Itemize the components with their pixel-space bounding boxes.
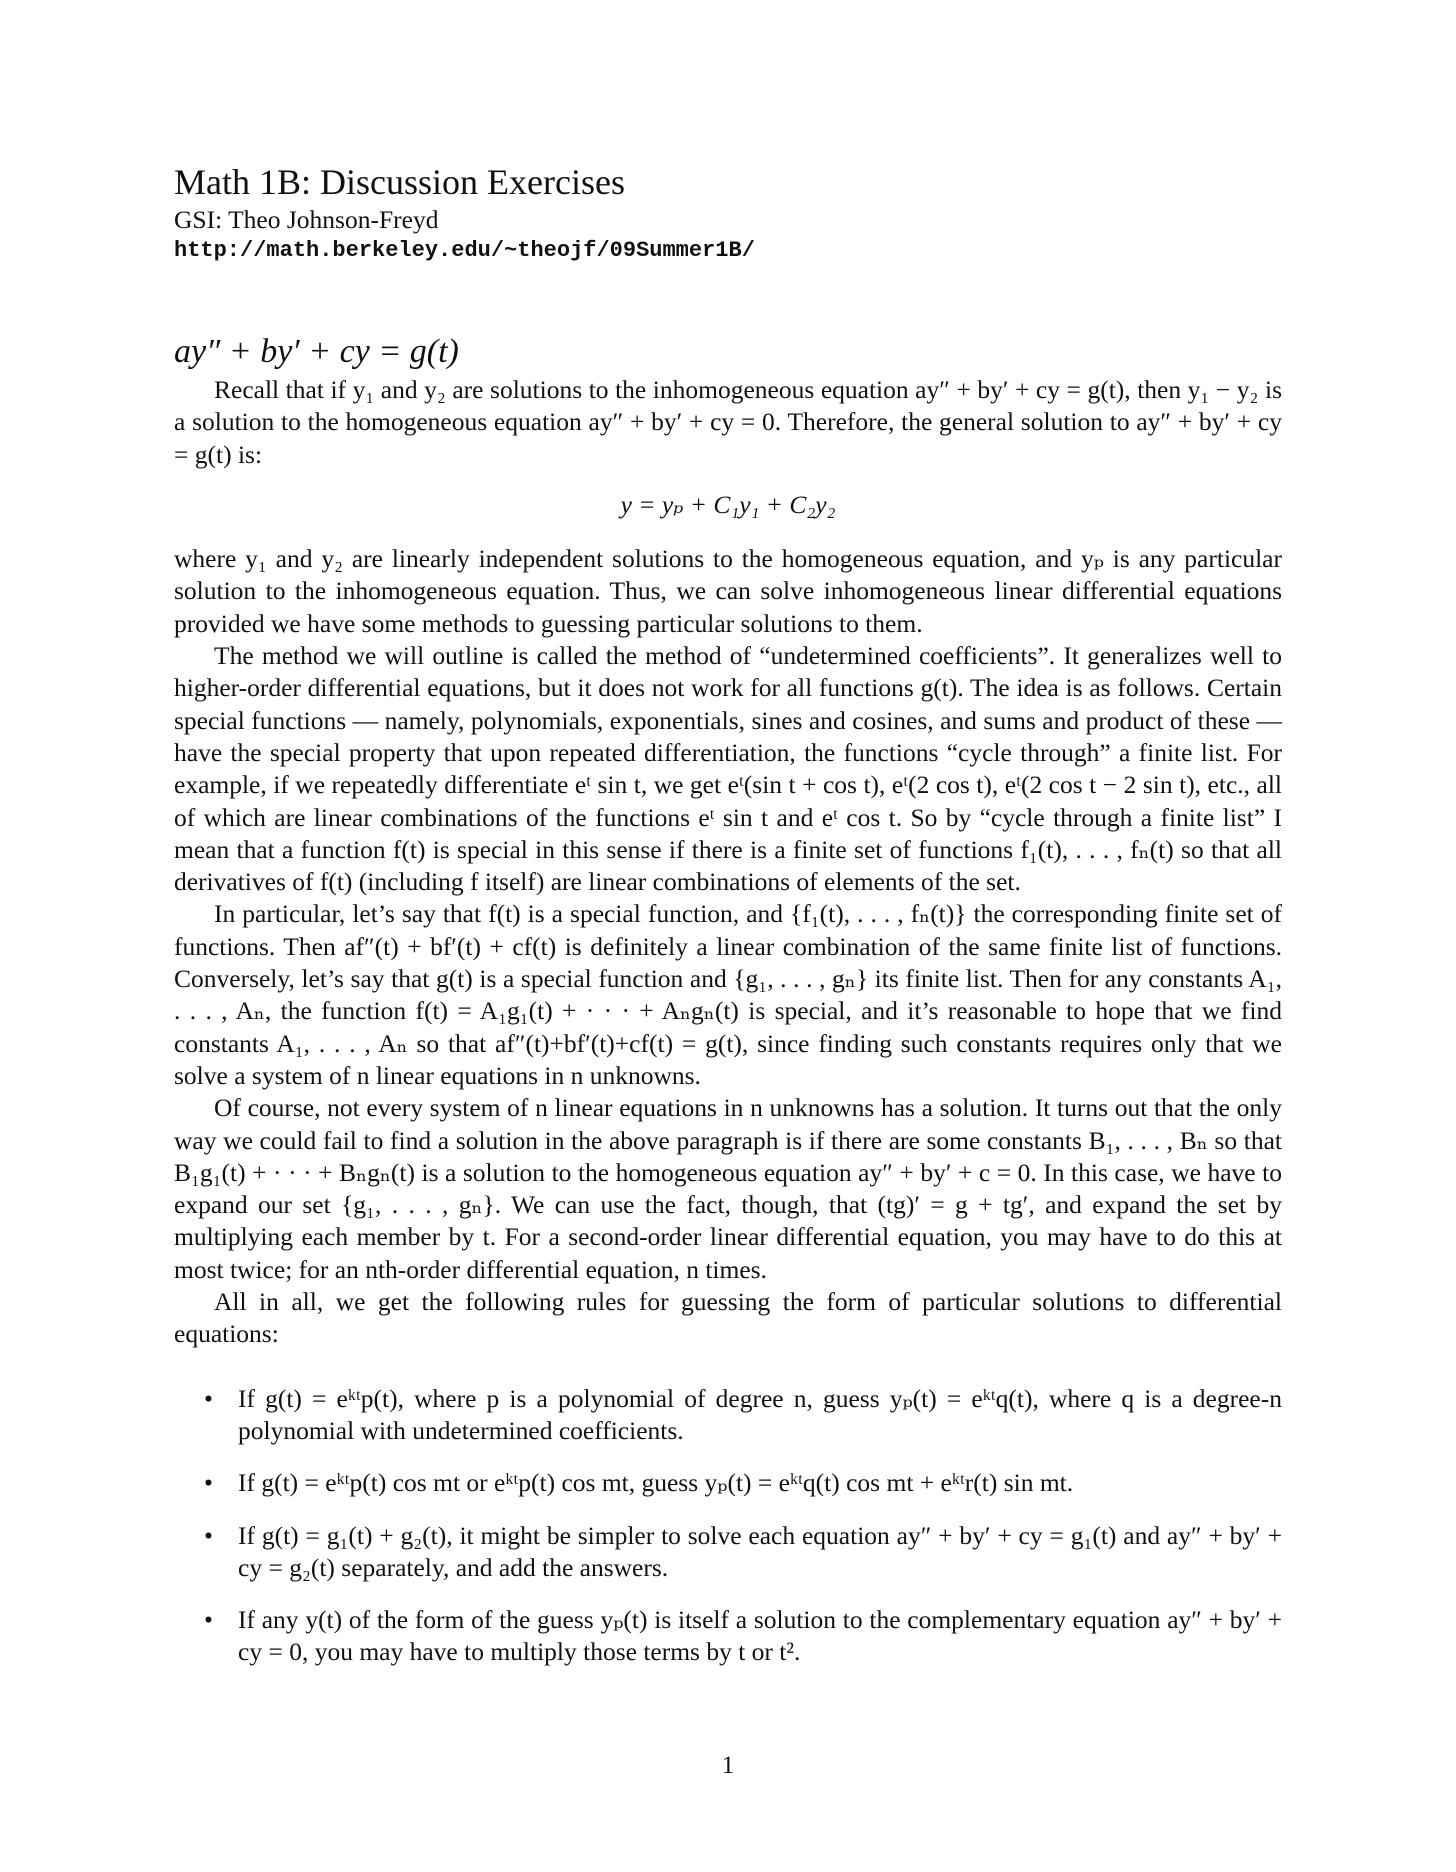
bullet-icon: • [204, 1383, 213, 1413]
rule-text: If g(t) = g₁(t) + g₂(t), it might be simpler to solve each equation ay″ + by′ + cy = g₁(t) and ay″ + by′ + cy = g₂(t) separately, and add the answers. [238, 1520, 1282, 1582]
course-url[interactable]: http://math.berkeley.edu/~theojf/09Summer1B/ [174, 238, 755, 263]
rule-item [174, 1467, 1282, 1499]
paragraph-method: The method we will outline is called the method of “undetermined coefficients”. It generalizes well to higher-order differential equations, but it does not work for all functions g(t). The idea is as follows. Certain special functions — namely, polynomials, exponentials, sines and cosines, and sums and product of these — have the special property that upon repeated differentiation, the functions “cycle through” a finite list. For example, if we repeatedly differentiate eᵗ sin t, we get eᵗ(sin t + cos t), eᵗ(2 cos t), eᵗ(2 cos t − 2 sin t), etc., all of which are linear combinations of the functions eᵗ sin t and eᵗ cos t. So by “cycle through a finite list” I mean that a function f(t) is special in this sense if there is a finite set of functions f₁(t), . . . , fₙ(t) so that all derivatives of f(t) (including f itself) are linear combinations of elements of the set. [174, 641, 1282, 897]
document-title: Math 1B: Discussion Exercises [174, 162, 625, 202]
bullet-icon: • [204, 1605, 213, 1635]
paragraph-where: where y₁ and y₂ are linearly independent solutions to the homogeneous equation, and yₚ is any particular solution to the inhomogeneous equation. Thus, we can solve inhomogeneous linear differential equations provided we have some methods to guessing particular solutions to them. [174, 544, 1282, 638]
paragraph-all-in-all: All in all, we get the following rules for guessing the form of particular solutions to differential equations: [174, 1287, 1282, 1349]
display-equation: y = yₚ + C₁y₁ + C₂y₂ [620, 489, 836, 519]
rules-list [174, 1383, 1282, 1669]
rule-text: If g(t) = eᵏᵗp(t) cos mt or eᵏᵗp(t) cos mt, guess yₚ(t) = eᵏᵗq(t) cos mt + eᵏᵗr(t) sin mt. [238, 1468, 1074, 1498]
paragraph-intro: Recall that if y₁ and y₂ are solutions to the inhomogeneous equation ay″ + by′ + cy = g(t), then y₁ − y₂ is a solution to the homogeneous equation ay″ + by′ + cy = 0. Therefore, the general solution to ay″ + by′ + cy = g(t) is: [174, 375, 1282, 469]
bullet-icon: • [204, 1520, 213, 1550]
rule-item [174, 1383, 1282, 1448]
page-number: 1 [721, 1752, 735, 1779]
section-heading: ay″ + by′ + cy = g(t) [174, 333, 459, 370]
rule-text: If any y(t) of the form of the guess yₚ(t) is itself a solution to the complementary equation ay″ + by′ + cy = 0, you may have to multiply those terms by t or t². [238, 1605, 1282, 1667]
paragraph-particular: In particular, let’s say that f(t) is a special function, and {f₁(t), . . . , fₙ(t)} the corresponding finite set of functions. Then af″(t) + bf′(t) + cf(t) is definitely a linear combination of the same finite list of functions. Conversely, let’s say that g(t) is a special function and {g₁, . . . , gₙ} its finite list. Then for any constants A₁, . . . , Aₙ, the function f(t) = A₁g₁(t) + · · · + Aₙgₙ(t) is special, and it’s reasonable to hope that we find constants A₁, . . . , Aₙ so that af″(t)+bf′(t)+cf(t) = g(t), since finding such constants requires only that we solve a system of n linear equations in n unknowns. [174, 899, 1282, 1090]
gsi-line: GSI: Theo Johnson-Freyd [174, 205, 439, 234]
rule-item [174, 1604, 1282, 1669]
rule-item [174, 1520, 1282, 1585]
bullet-icon: • [204, 1468, 213, 1498]
paragraph-of-course: Of course, not every system of n linear equations in n unknowns has a solution. It turns out that the only way we could fail to find a solution in the above paragraph is if there are some constants B₁, . . . , Bₙ so that B₁g₁(t) + · · · + Bₙgₙ(t) is a solution to the homogeneous equation ay″ + by′ + c = 0. In this case, we have to expand our set {g₁, . . . , gₙ}. We can use the fact, though, that (tg)′ = g + tg′, and expand the set by multiplying each member by t. For a second-order linear differential equation, you may have to do this at most twice; for an nth-order differential equation, n times. [174, 1093, 1282, 1284]
rule-text: If g(t) = eᵏᵗp(t), where p is a polynomial of degree n, guess yₚ(t) = eᵏᵗq(t), where q is a degree-n polynomial with undetermined coefficients. [238, 1383, 1282, 1445]
page-content [174, 160, 1282, 1689]
